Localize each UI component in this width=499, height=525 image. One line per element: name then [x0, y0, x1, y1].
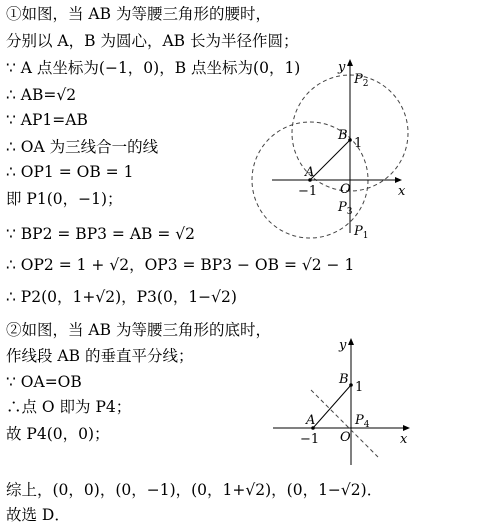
part1-line4: ∴ AB=√2	[6, 86, 77, 104]
figure-2-bisector-diagram	[268, 335, 418, 470]
part1-title: ①如图，当 AB 为等腰三角形的腰时，	[6, 5, 271, 23]
label-y: y	[339, 338, 347, 353]
part1-line10: ∴ OP2 = 1 + √2，OP3 = BP3 − OB = √2 − 1	[6, 256, 355, 274]
point-B-dot	[349, 383, 353, 387]
part2-line5: 故 P4(0，0)；	[6, 425, 110, 443]
part2-line2: 作线段 AB 的垂直平分线；	[6, 347, 194, 365]
label-x: x	[400, 432, 408, 447]
part1-line5: ∵ AP1=AB	[6, 111, 88, 129]
part2-line4: ∴点 O 即为 P4；	[6, 398, 132, 416]
part1-line7: ∴ OP1 = OB = 1	[6, 163, 134, 181]
part1-line8: 即 P1(0，−1)；	[6, 190, 123, 208]
part2-line3: ∵ OA=OB	[6, 373, 82, 391]
label-tick-neg1: −1	[298, 184, 318, 199]
point-B-dot	[348, 138, 352, 142]
label-P1: $P_1$	[354, 224, 369, 241]
answer-line: 故选 D．	[6, 506, 70, 524]
label-tick-neg1: −1	[300, 432, 320, 447]
part1-line11: ∴ P2(0，1+√2)，P3(0，1−√2)	[6, 288, 237, 306]
label-A: A	[306, 413, 316, 428]
label-tick-1: 1	[354, 136, 363, 151]
label-y: y	[338, 60, 346, 75]
y-axis-arrow	[348, 338, 354, 345]
label-B: B	[339, 372, 349, 387]
label-tick-1: 1	[355, 380, 364, 395]
label-P4: $P_4$	[355, 413, 370, 430]
segment-AB	[313, 385, 351, 428]
x-axis-arrow	[403, 425, 410, 431]
segment-AB	[310, 140, 350, 180]
label-A: A	[305, 165, 315, 180]
label-O: O	[340, 182, 351, 197]
part1-line3: ∵ A 点坐标为(−1，0)，B 点坐标为(0，1)	[6, 59, 301, 77]
y-axis-arrow	[347, 59, 353, 66]
part1-line6: ∴ OA 为三线合一的线	[6, 138, 159, 156]
label-O: O	[340, 430, 351, 445]
label-P2: $P_2$	[354, 72, 369, 89]
label-B: B	[338, 128, 348, 143]
label-x: x	[398, 184, 406, 199]
figure-1-circles-diagram	[250, 55, 420, 245]
label-P3: $P_3$	[338, 200, 353, 217]
summary-line: 综上，(0，0)，(0，−1)，(0，1+√2)，(0，1−√2)．	[6, 481, 383, 499]
part2-title: ②如图，当 AB 为等腰三角形的底时，	[6, 321, 271, 339]
part1-line9: ∵ BP2 = BP3 = AB = √2	[6, 225, 195, 243]
part1-line2: 分别以 A，B 为圆心，AB 长为半径作圆；	[6, 32, 299, 50]
x-axis-arrow	[395, 177, 402, 183]
